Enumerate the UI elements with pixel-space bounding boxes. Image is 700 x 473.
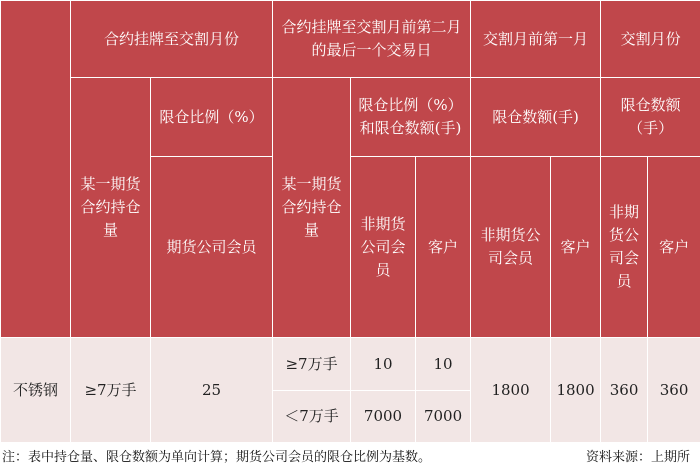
header-non-fc-member: 非期货公司会员	[351, 157, 416, 338]
header-open-interest-2: 某一期货合约持仓量	[273, 78, 351, 338]
product-name: 不锈钢	[1, 338, 71, 443]
source-text: 资料来源：上期所	[585, 450, 690, 465]
tier-low-client: 7000	[416, 391, 471, 443]
oi-threshold: ≥7万手	[71, 338, 151, 443]
footer-note	[0, 443, 700, 473]
header-period-4: 交割月份	[601, 1, 700, 78]
header-non-fc-member-3: 非期货公司会员	[601, 157, 648, 338]
header-client: 客户	[416, 157, 471, 338]
delivery-non-fc: 360	[601, 338, 648, 443]
header-open-interest: 某一期货合约持仓量	[71, 78, 151, 338]
tier-low: ＜7万手	[273, 391, 351, 443]
header-client-3: 客户	[648, 157, 700, 338]
corner-cell	[1, 1, 71, 338]
header-period-3: 交割月前第一月	[471, 1, 601, 78]
tier-high: ≥7万手	[273, 338, 351, 391]
header-period-2: 合约挂牌至交割月前第二月的最后一个交易日	[273, 1, 471, 78]
note-text: 注：表中持仓量、限仓数额为单向计算；期货公司会员的限仓比例为基数。	[2, 450, 432, 465]
header-limit-ratio: 限仓比例（%）	[151, 78, 273, 157]
header-limit-amount: 限仓数额(手)	[471, 78, 601, 157]
header-limit-ratio-amount: 限仓比例（%）和限仓数额(手)	[351, 78, 471, 157]
tier-high-non-fc: 10	[351, 338, 416, 391]
tier-high-client: 10	[416, 338, 471, 391]
header-client-2: 客户	[551, 157, 601, 338]
header-non-fc-member-2: 非期货公司会员	[471, 157, 551, 338]
header-fc-member: 期货公司会员	[151, 157, 273, 338]
header-limit-amount-2: 限仓数额（手）	[601, 78, 700, 157]
tier-low-non-fc: 7000	[351, 391, 416, 443]
first-month-client: 1800	[551, 338, 601, 443]
first-month-non-fc: 1800	[471, 338, 551, 443]
delivery-client: 360	[648, 338, 700, 443]
fc-member-ratio: 25	[151, 338, 273, 443]
header-period-1: 合约挂牌至交割月份	[71, 1, 273, 78]
